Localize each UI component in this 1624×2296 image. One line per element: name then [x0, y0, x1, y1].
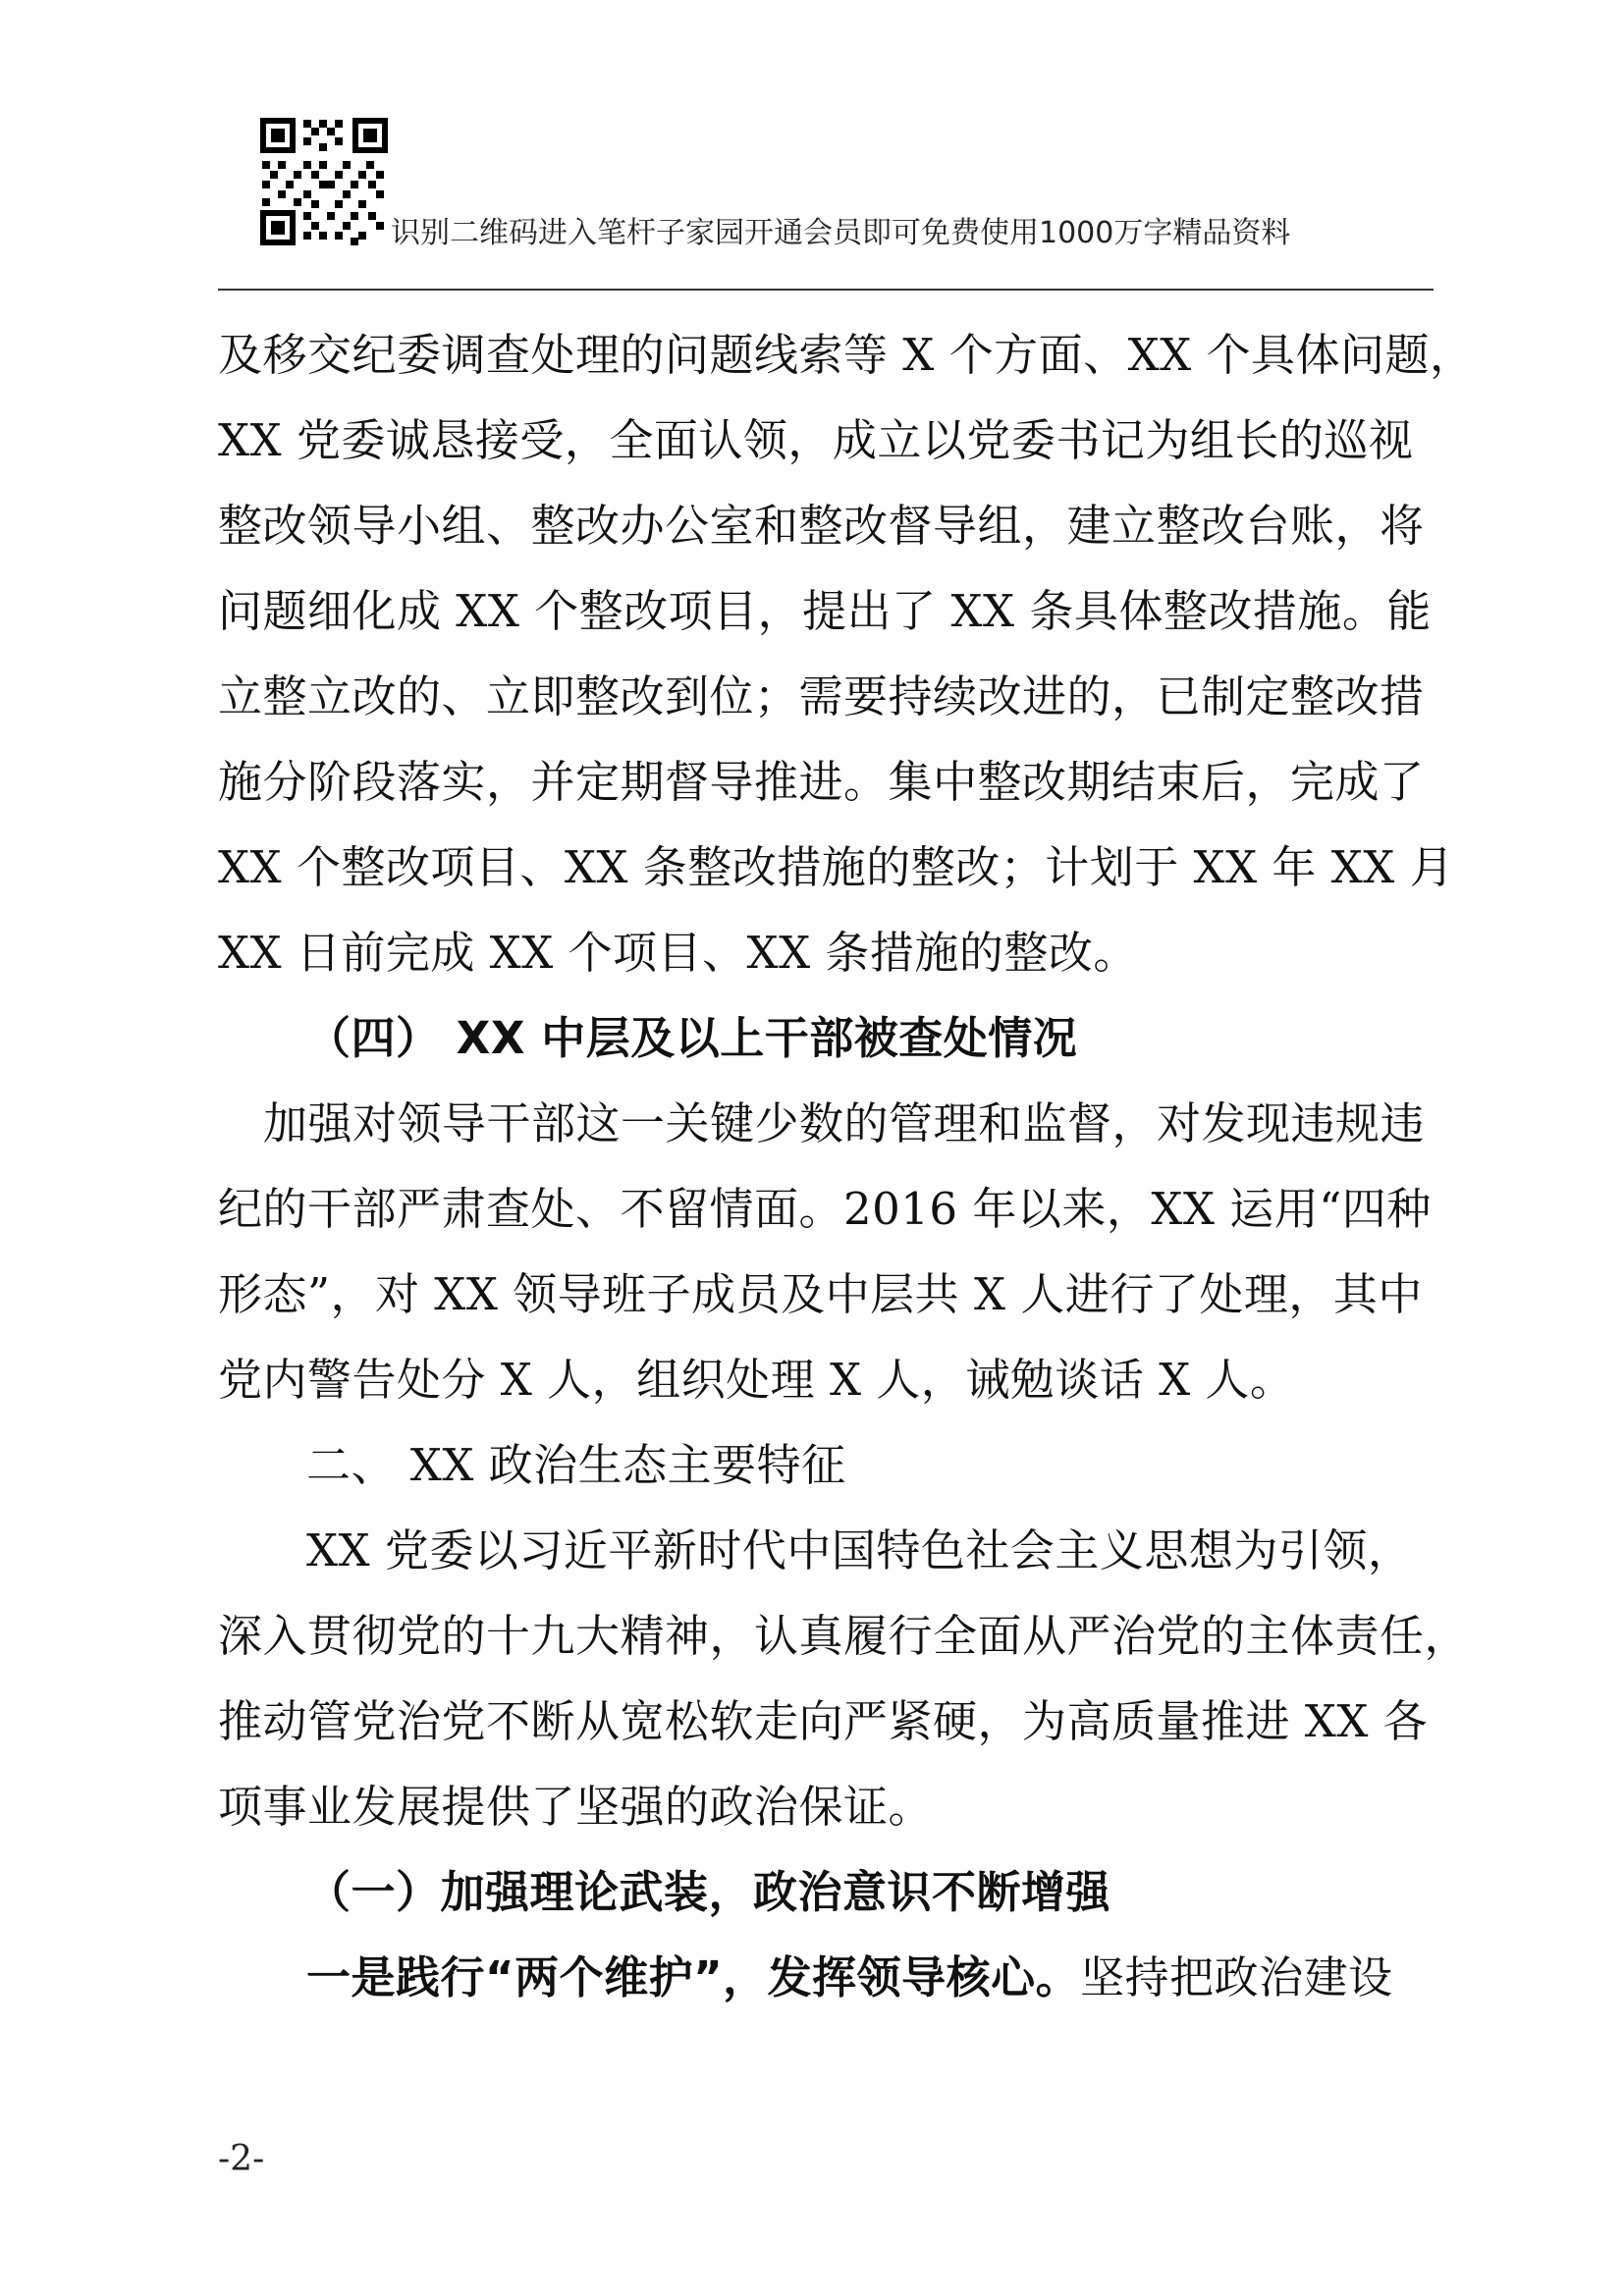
paragraph-line: 纪的干部严肃查处、不留情面。2016 年以来，XX 运用“四种	[218, 1183, 1432, 1235]
section-heading: （四） XX 中层及以上干部被查处情况	[306, 1012, 1078, 1064]
qr-code-icon	[260, 118, 388, 245]
paragraph-line: 施分阶段落实，并定期督导推进。集中整改期结束后，完成了	[218, 756, 1425, 808]
paragraph-line: 问题细化成 XX 个整改项目，提出了 XX 条具体整改措施。能	[218, 585, 1432, 637]
paragraph-line-mixed	[218, 1935, 1434, 2020]
paragraph-continuation: 坚持把政治建设	[1080, 1951, 1393, 2003]
paragraph-line: 立整立改的、立即整改到位；需要持续改进的，已制定整改措	[218, 670, 1425, 722]
document-body	[218, 312, 1475, 2020]
paragraph-line: XX 个整改项目、XX 条整改措施的整改；计划于 XX 年 XX 月	[218, 841, 1455, 893]
paragraph-line: 党内警告处分 X 人，组织处理 X 人，诫勉谈话 X 人。	[218, 1354, 1295, 1406]
emphasis-lead: 一是践行“两个维护”，发挥领导核心。	[306, 1951, 1081, 2003]
paragraph-line: XX 党委以习近平新时代中国特色社会主义思想为引领，	[306, 1524, 1413, 1576]
paragraph-line: 加强对领导干部这一关键少数的管理和监督，对发现违规违	[263, 1097, 1426, 1149]
paragraph-line: 深入贯彻党的十九大精神，认真履行全面从严治党的主体责任，	[218, 1610, 1470, 1662]
paragraph-line: 及移交纪委调查处理的问题线索等 X 个方面、XX 个具体问题，	[218, 329, 1475, 381]
page-number: -2-	[218, 2139, 265, 2179]
header-divider	[218, 289, 1434, 291]
section-heading: （一）加强理论武装，政治意识不断增强	[306, 1866, 1111, 1918]
paragraph-line: XX 党委诚恳接受，全面认领，成立以党委书记为组长的巡视	[218, 414, 1414, 466]
paragraph-line: 项事业发展提供了坚强的政治保证。	[218, 1781, 934, 1833]
header-note: 识别二维码进入笔杆子家园开通会员即可免费使用1000万字精品资料	[391, 216, 1291, 250]
paragraph-line: 整改领导小组、整改办公室和整改督导组，建立整改台账，将	[218, 500, 1425, 552]
paragraph-line: 推动管党治党不断从宽松软走向严紧硬，为高质量推进 XX 各	[218, 1695, 1429, 1747]
chapter-heading: 二、 XX 政治生态主要特征	[306, 1439, 846, 1491]
paragraph-line: XX 日前完成 XX 个项目、XX 条措施的整改。	[218, 927, 1138, 979]
paragraph-line: 形态”，对 XX 领导班子成员及中层共 X 人进行了处理，其中	[218, 1268, 1423, 1320]
